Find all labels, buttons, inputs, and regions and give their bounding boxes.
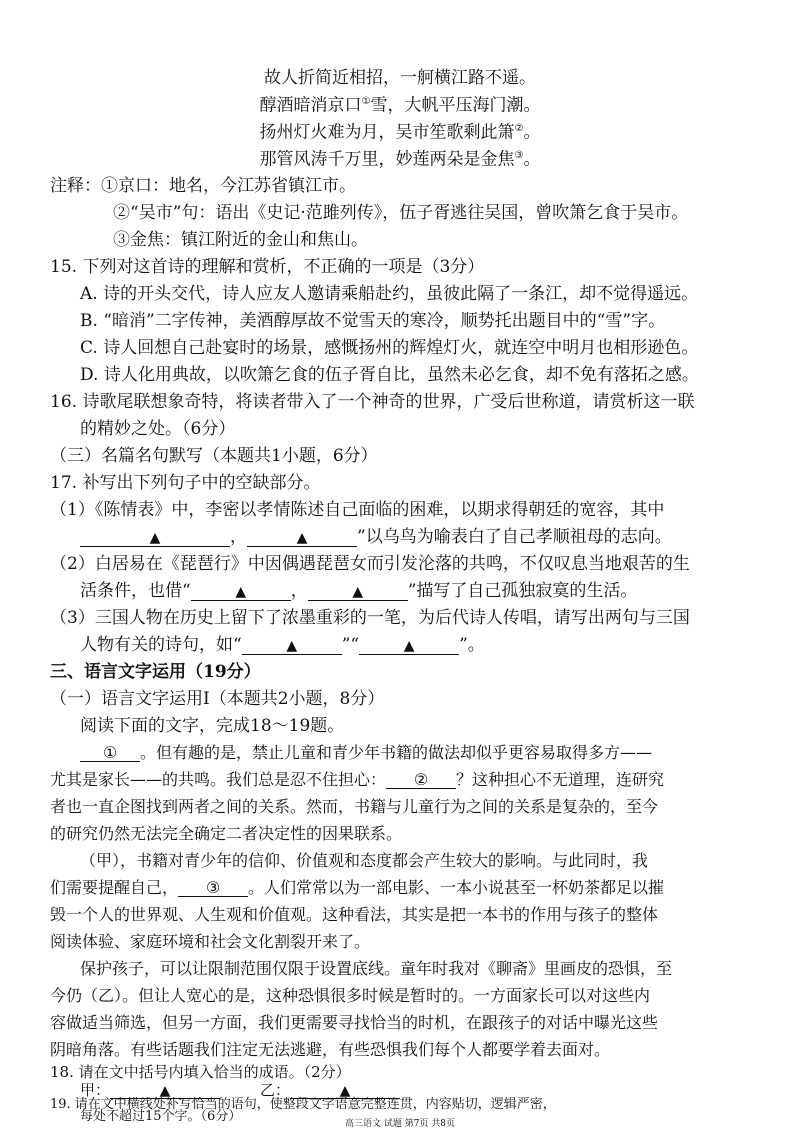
section-3-title: （三）名篇名句默写（本题共1小题，6分）: [50, 446, 378, 466]
passage-p1-line2: [50, 772, 664, 789]
passage-p2-line4: 阅读体验、家庭环境和社会文化割裂开来了。: [50, 932, 371, 951]
passage-p1-text1: 。但有趣的是，禁止儿童和青少年书籍的做法却似乎更容易取得多方——: [140, 743, 653, 762]
q17-stem: 17. 补写出下列句子中的空缺部分。: [50, 473, 321, 493]
q15-option-a: A. 诗的开头交代，诗人应友人邀请乘船赴约，虽彼此隔了一条江，却不觉得遥远。: [80, 284, 699, 304]
q18-jia-label: 甲：: [80, 1081, 111, 1099]
q17-p3-pre: 人物有关的诗句，如“: [80, 635, 242, 655]
answer-blank[interactable]: [178, 880, 248, 897]
footnote-mark-2: ②: [514, 123, 524, 134]
page-footer: 高三语文 试题 第7页 共8页: [344, 1119, 456, 1129]
subsection-1-title: （一）语言文字运用Ⅰ（本题共2小题，8分）: [50, 689, 385, 709]
poem-line-3b: 。: [523, 122, 541, 143]
poem-line-2b: 雪，大帆平压海门潮。: [370, 95, 541, 116]
q17-p1-mid: ，: [230, 527, 247, 547]
q18-stem: 18. 请在文中括号内填入恰当的成语。（2分）: [50, 1063, 351, 1081]
poem-line-2: [0, 97, 800, 115]
passage-p1-line4: 的研究仍然无法完全确定二者决定性的因果联系。: [50, 824, 403, 843]
passage-p2-text2b: 。人们常常以为一部电影、一本小说甚至一杯奶茶都足以摧: [248, 878, 665, 897]
q15-option-d: D. 诗人化用典故，以吹箫乞食的伍子胥自比，虽然未必乞食，却不免有落拓之感。: [80, 365, 699, 385]
triangle-icon: ▲: [286, 638, 298, 654]
blank-mark-1: ①: [102, 743, 118, 762]
footnote-mark-1: ①: [361, 96, 371, 107]
q19-line-1: 19. 请在文中横线处补写恰当的语句，使整段文字语意完整连贯，内容贴切，逻辑严密，: [50, 1097, 556, 1112]
triangle-icon: ▲: [159, 1083, 171, 1099]
q16-line-2: 的精妙之处。（6分）: [80, 419, 236, 439]
triangle-icon: ▲: [149, 530, 161, 546]
passage-p2-text2: 们需要提醒自己，: [50, 878, 179, 897]
passage-p1-line1: [80, 745, 652, 762]
triangle-icon: ▲: [296, 530, 308, 546]
q17-part1-line2: [80, 529, 672, 547]
q18-yi-label: 乙：: [260, 1081, 291, 1099]
q17-p3-mid: ”“: [341, 635, 360, 655]
footnote-mark-3: ③: [514, 150, 524, 161]
passage-p3-line4: 阴暗角落。有些话题我们注定无法逃避，有些恐惧我们每个人都要学着去面对。: [50, 1040, 611, 1059]
q17-part2-line2: [80, 583, 637, 601]
q17-p2-mid: ，: [290, 581, 308, 601]
answer-blank[interactable]: [359, 637, 459, 655]
q15-stem: 15. 下列对这首诗的理解和赏析，不正确的一项是（3分）: [50, 257, 485, 277]
note-3: ③金焦：镇江附近的金山和焦山。: [113, 230, 368, 250]
passage-p3-line2: 今仍（乙）。但让人宽心的是，这种恐惧很多时候是暂时的。一方面家长可以对这些内: [50, 986, 651, 1005]
part-3-title: 三、语言文字运用（19分）: [50, 662, 261, 682]
q15-option-c: C. 诗人回想自己赴宴时的场景，感慨扬州的辉煌灯火，就连空中明月也相形逊色。: [80, 338, 699, 358]
poem-line-2a: 醇酒暗消京口: [259, 95, 362, 116]
poem-line-4b: 。: [523, 149, 541, 170]
reading-instruction: 阅读下面的文字，完成18～19题。: [80, 716, 345, 736]
passage-p1-line3: 者也一直企图找到两者之间的关系。然而，书籍与儿童行为之间的关系是复杂的，至今: [50, 797, 659, 816]
q19-line-2: 每处不超过15个字。（6分）: [80, 1109, 242, 1124]
q17-p3-end: ”。: [459, 635, 485, 655]
answer-blank[interactable]: [80, 529, 230, 547]
answer-blank[interactable]: [386, 772, 456, 789]
triangle-icon: ▲: [235, 584, 247, 600]
q15-option-b: B. “暗消”二字传神，美酒醇厚故不觉雪天的寒冷，顺势托出题目中的“雪”字。: [80, 311, 666, 331]
q17-part1-line1: （1）《陈情表》中，李密以孝情陈述自己面临的困难，以期求得朝廷的宽容，其中: [50, 500, 665, 520]
q17-p1-end: ”以乌鸟为喻表白了自己孝顺祖母的志向。: [357, 527, 672, 547]
passage-p3-line1: 保护孩子，可以让限制范围仅限于设置底线。童年时我对《聊斋》里画皮的恐惧，至: [80, 959, 673, 978]
passage-p2-line3: 毁一个人的世界观、人生观和价值观。这种看法，其实是把一本书的作用与孩子的整体: [50, 905, 659, 924]
answer-blank[interactable]: [247, 529, 357, 547]
answer-blank[interactable]: [80, 745, 140, 762]
blank-mark-2: ②: [413, 770, 429, 789]
passage-p1-text2b: ？这种担心不无道理，连研究: [456, 770, 665, 789]
q17-part2-line1: （2）白居易在《琵琶行》中因偶遇琵琶女而引发沦落的共鸣，不仅叹息当地艰苦的生: [50, 554, 690, 574]
passage-p1-text2: 尤其是家长——的共鸣。我们总是忍不住担心：: [50, 770, 387, 789]
answer-blank[interactable]: [308, 583, 408, 601]
note-1: 注释：①京口：地名，今江苏省镇江市。: [50, 176, 356, 196]
passage-p2-line2: [50, 880, 664, 897]
blank-mark-3: ③: [205, 878, 221, 897]
poem-line-3: [0, 124, 800, 142]
answer-blank[interactable]: [242, 637, 342, 655]
answer-blank[interactable]: [191, 583, 291, 601]
poem-line-3a: 扬州灯火难为月，吴市笙歌剩此箫: [259, 122, 515, 143]
poem-line-4a: 那管风涛千万里，妙莲两朵是金焦: [259, 149, 515, 170]
q17-p2-end: ”描写了自己孤独寂寞的生活。: [407, 581, 638, 601]
note-2: ②“吴市”句：语出《史记·范雎列传》，伍子胥逃往吴国，曾吹箫乞食于吴市。: [113, 203, 689, 223]
q16-line-1: 16. 诗歌尾联想象奇特，将读者带入了一个神奇的世界，广受后世称道，请赏析这一联: [50, 392, 695, 412]
poem-line-4: [0, 151, 800, 169]
passage-p2-line1: （甲），书籍对青少年的信仰、价值观和态度都会产生较大的影响。与此同时，我: [80, 851, 649, 870]
triangle-icon: ▲: [403, 638, 415, 654]
triangle-icon: ▲: [339, 1083, 351, 1099]
q17-part3-line1: （3）三国人物在历史上留下了浓墨重彩的一笔，为后代诗人传唱，请写出两句与三国: [50, 608, 690, 628]
q17-part3-line2: [80, 637, 485, 655]
poem-line-1: 故人折简近相招，一舸横江路不遥。: [264, 68, 536, 88]
passage-p3-line3: 容做适当筛选，但另一方面，我们更需要寻找恰当的时机，在跟孩子的对话中曝光这些: [50, 1013, 659, 1032]
triangle-icon: ▲: [352, 584, 364, 600]
q17-p2-pre: 活条件，也借“: [80, 581, 191, 601]
